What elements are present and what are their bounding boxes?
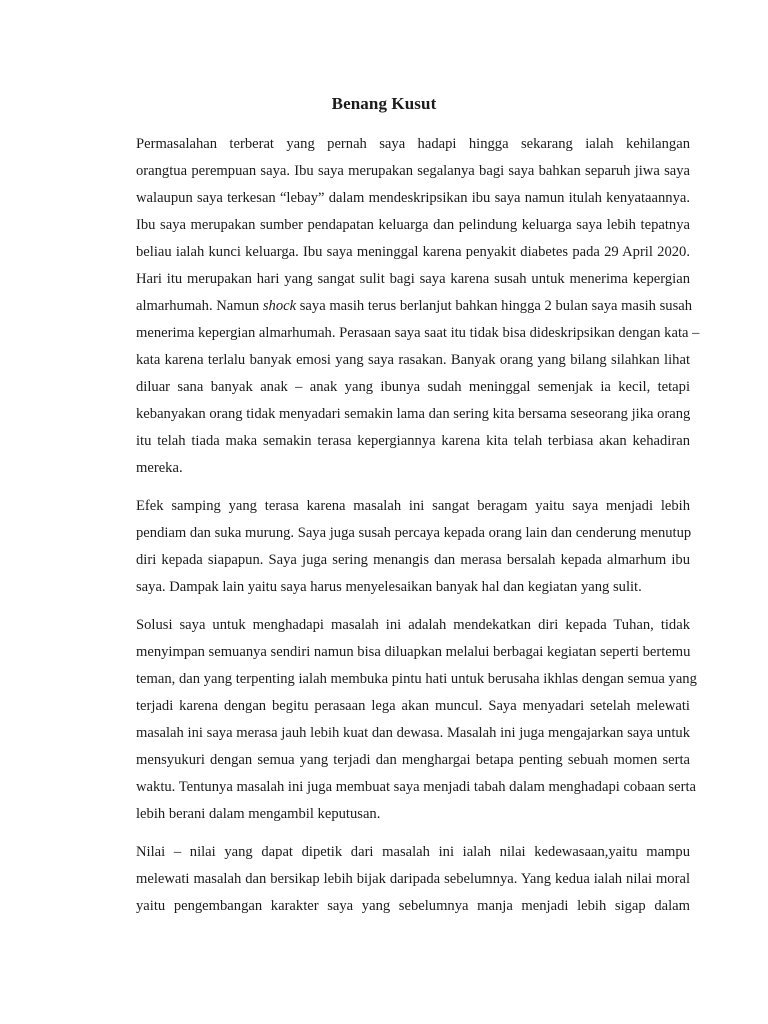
text-line: beliau ialah kunci keluarga. Ibu saya meninggal karena penyakit diabetes pada 29 April 2020. (136, 244, 690, 260)
paragraph (90, 493, 690, 601)
text-line: almarhumah. Namun shock saya masih terus berlanjut bahkan hingga 2 bulan saya masih susah (136, 298, 693, 314)
paragraph (90, 131, 700, 482)
text-line: diri kepada siapapun. Saya juga sering menangis dan merasa bersalah kepada almarhum ibu (136, 552, 690, 568)
document-body (90, 131, 700, 920)
text-line: teman, dan yang terpenting ialah membuka pintu hati untuk berusaha ikhlas dengan semua yang (136, 671, 697, 687)
text-line: terjadi karena dengan begitu perasaan lega akan muncul. Saya menyadari setelah melewati (136, 698, 690, 714)
text-line: orangtua perempuan saya. Ibu saya merupakan segalanya bagi saya bahkan separuh jiwa saya (136, 163, 690, 179)
text-line: waktu. Tentunya masalah ini juga membuat saya menjadi tabah dalam menghadapi cobaan serta (136, 779, 696, 795)
text-line: mereka. (136, 460, 183, 476)
text-line: lebih berani dalam mengambil keputusan. (136, 806, 381, 822)
text-line: itu telah tiada maka semakin terasa kepergiannya karena kita telah terbiasa akan kehadiran (136, 433, 690, 449)
text-line: yaitu pengembangan karakter saya yang sebelumnya manja menjadi lebih sigap dalam (136, 898, 690, 914)
text-line: masalah ini saya merasa jauh lebih kuat dan dewasa. Masalah ini juga mengajarkan saya untuk (136, 725, 690, 741)
paragraph (90, 839, 690, 920)
text-line: Permasalahan terberat yang pernah saya hadapi hingga sekarang ialah kehilangan (136, 136, 690, 152)
text-line: menerima kepergian almarhumah. Perasaan saya saat itu tidak bisa dideskripsikan dengan kata – (136, 325, 700, 341)
text-line: Efek samping yang terasa karena masalah ini sangat beragam yaitu saya menjadi lebih (136, 498, 690, 514)
text-line: Nilai – nilai yang dapat dipetik dari masalah ini ialah nilai kedewasaan,yaitu mampu (136, 844, 690, 860)
paragraph (90, 612, 697, 828)
text-line: pendiam dan suka murung. Saya juga susah percaya kepada orang lain dan cenderung menutup (136, 525, 692, 541)
text-line: mensyukuri dengan semua yang terjadi dan menghargai betapa penting sebuah momen serta (136, 752, 690, 768)
document-title: Benang Kusut (331, 94, 437, 113)
text-line: kebanyakan orang tidak menyadari semakin lama dan sering kita bersama seseorang jika orang (136, 406, 691, 422)
text-line: Ibu saya merupakan sumber pendapatan keluarga dan pelindung keluarga saya lebih tepatnya (136, 217, 690, 233)
text-line: walaupun saya terkesan “lebay” dalam mendeskripsikan ibu saya namun itulah kenyataannya. (136, 190, 690, 206)
text-line: saya. Dampak lain yaitu saya harus menyelesaikan banyak hal dan kegiatan yang sulit. (136, 579, 642, 595)
text-line: Solusi saya untuk menghadapi masalah ini adalah mendekatkan diri kepada Tuhan, tidak (136, 617, 690, 633)
text-line: kata karena terlalu banyak emosi yang saya rasakan. Banyak orang yang bilang silahkan lihat (136, 352, 690, 368)
text-line: melewati masalah dan bersikap lebih bijak daripada sebelumnya. Yang kedua ialah nilai moral (136, 871, 690, 887)
text-line: menyimpan semuanya sendiri namun bisa diluapkan melalui berbagai kegiatan seperti bertemu (136, 644, 691, 660)
text-line: Hari itu merupakan hari yang sangat sulit bagi saya karena susah untuk menerima kepergian (136, 271, 690, 287)
text-line: diluar sana banyak anak – anak yang ibunya sudah meninggal semenjak ia kecil, tetapi (136, 379, 690, 395)
